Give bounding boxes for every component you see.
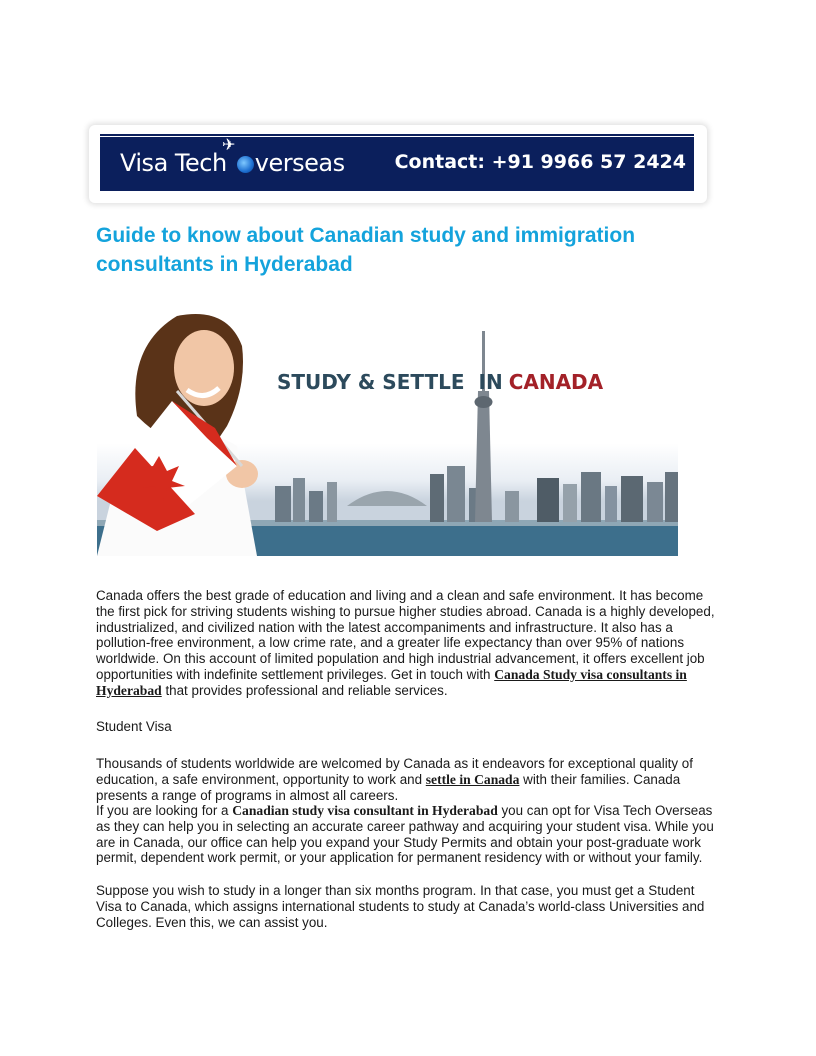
brand-logo[interactable]: [120, 135, 345, 177]
intro-text: Canada offers the best grade of education and living and a clean and safe environment. It has become the first pick for striving students wishing to pursue higher studies abroad. Canada is a highly developed, industrialized, and civilized nation with the latest accompaniments and infrastructure. It also has a pollution-free environment, a low crime rate, and a greater life expectancy than over 95% of nations worldwide. On this account of limited population and high industrial advancement, it offers excellent job opportunities with indefinite settlement privileges. Get in touch with: [96, 588, 715, 682]
hero-caption: [277, 370, 603, 394]
hero-illustration: [97, 306, 678, 556]
settle-in-canada-link[interactable]: settle in Canada: [425, 771, 520, 787]
brand-prefix: Visa Tech: [120, 149, 234, 177]
student-visa-heading: Student Visa: [96, 719, 172, 734]
consultant-text: If you are looking for a: [96, 803, 233, 818]
hero-text-in: IN: [478, 370, 503, 394]
intro-paragraph: [96, 588, 720, 699]
student-visa-paragraph: Suppose you wish to study in a longer than six months program. In that case, you must get a Student Visa to Canada, which assigns international students to study at Canada’s world-class Universities and Colleges. Even this, we can assist you.: [96, 883, 705, 930]
hero-image: [97, 306, 678, 556]
hero-text-study: STUDY & SETTLE: [277, 370, 465, 394]
header-banner: [100, 137, 694, 191]
contact-phone[interactable]: Contact: +91 9966 57 2424: [394, 151, 686, 173]
airplane-icon: ✈: [222, 135, 235, 154]
cn-tower: [475, 331, 493, 522]
banner-top-rule: [100, 134, 694, 136]
consultant-paragraph: [96, 803, 720, 866]
canada-study-visa-link[interactable]: Canada Study visa consultants in Hyderabad: [96, 666, 687, 698]
page-title: Guide to know about Canadian study and immigration consultants in Hyderabad: [96, 224, 636, 276]
students-text-end: with their families. Canada presents a range of programs in almost all careers.: [96, 771, 681, 803]
brand-suffix: verseas: [254, 149, 345, 177]
students-text: Thousands of students worldwide are welcomed by Canada as it endeavors for exceptional quality of education, a safe environment, opportunity to work and: [96, 756, 693, 787]
globe-icon: [237, 156, 254, 173]
students-paragraph: [96, 756, 720, 803]
consultant-text-end: you can opt for Visa Tech Overseas as they can help you in selecting an accurate career pathway and acquiring your student visa. While you are in Canada, our office can help you expand your Study Permits and obtain your post-graduate work permit, dependent work permit, or your application for permanent residency with or without your family.: [96, 803, 714, 866]
consultant-keyword: Canadian study visa consultant in Hyderabad: [232, 803, 498, 818]
intro-text-end: that provides professional and reliable services.: [161, 682, 448, 698]
hero-text-canada: CANADA: [508, 370, 604, 394]
